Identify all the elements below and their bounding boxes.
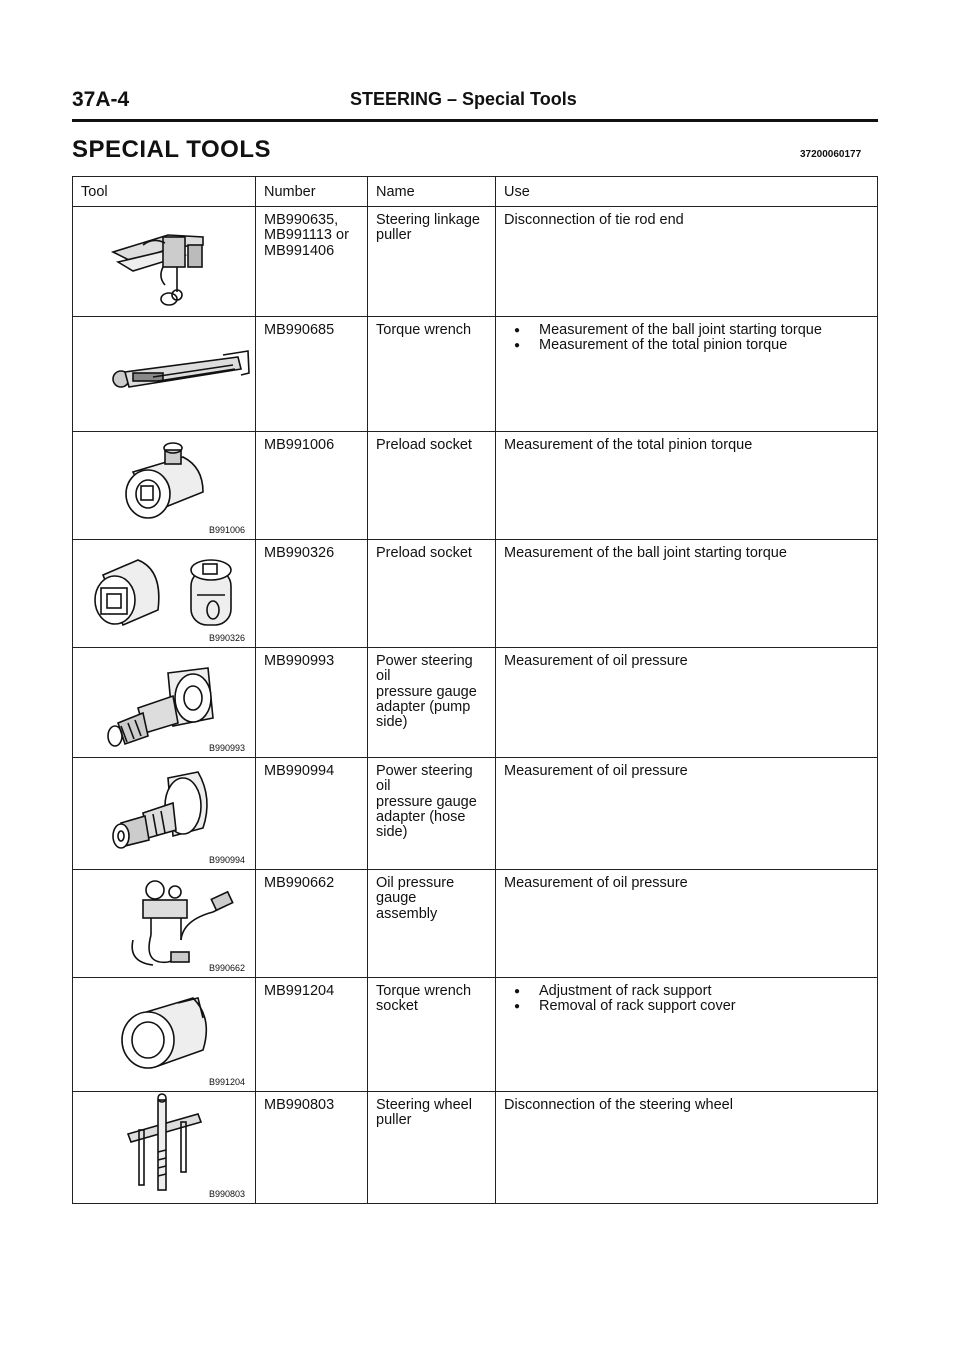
tool-number: MB991204 <box>256 978 368 1092</box>
tool-use <box>496 648 878 758</box>
pressure-adapter-hose-icon <box>73 758 255 869</box>
table-row <box>73 432 878 540</box>
tool-image-cell <box>73 648 256 758</box>
use-bullet-list <box>504 984 869 1014</box>
tool-number: MB990803 <box>256 1092 368 1204</box>
page-number: 37A-4 <box>72 88 130 111</box>
table-row <box>73 317 878 432</box>
header-rule <box>72 119 878 122</box>
use-text: Measurement of the total pinion torque <box>504 437 753 454</box>
use-bullet-item: ● Adjustment of rack support <box>504 984 869 999</box>
column-header-use: Use <box>496 177 878 207</box>
column-header-number: Number <box>256 177 368 207</box>
steering-linkage-puller-icon <box>73 207 255 316</box>
table-row <box>73 758 878 870</box>
tool-name: Steering wheel puller <box>368 1092 496 1204</box>
tool-name: Torque wrench socket <box>368 978 496 1092</box>
page-title: STEERING – Special Tools <box>350 89 577 109</box>
tool-image-cell <box>73 207 256 317</box>
tool-number: MB990993 <box>256 648 368 758</box>
use-text: Measurement of oil pressure <box>504 875 688 892</box>
tool-number: MB990662 <box>256 870 368 978</box>
use-bullet-item: ● Measurement of the total pinion torque <box>504 338 869 353</box>
tool-use <box>496 978 878 1092</box>
table-row <box>73 870 878 978</box>
preload-socket-pair-icon <box>73 540 255 647</box>
use-bullet-item: ● Measurement of the ball joint starting torque <box>504 323 869 338</box>
tool-code: B990326 <box>208 632 245 643</box>
tool-use <box>496 1092 878 1204</box>
use-bullet-item: ● Removal of rack support cover <box>504 999 869 1014</box>
table-row <box>73 978 878 1092</box>
tool-number: MB990326 <box>256 540 368 648</box>
pressure-adapter-pump-icon <box>73 648 255 757</box>
column-header-tool: Tool <box>73 177 256 207</box>
tool-name: Power steering oil pressure gauge adapter (pump side) <box>368 648 496 758</box>
tool-code: B990662 <box>208 962 245 973</box>
tool-image-cell <box>73 317 256 432</box>
tool-name: Preload socket <box>368 432 496 540</box>
tool-image-cell <box>73 758 256 870</box>
use-text: Measurement of oil pressure <box>504 763 688 780</box>
tool-code: B990803 <box>208 1188 245 1199</box>
column-header-name: Name <box>368 177 496 207</box>
table-row <box>73 1092 878 1204</box>
tool-use <box>496 207 878 317</box>
oil-pressure-gauge-icon <box>73 870 255 977</box>
tool-code: B991204 <box>208 1076 245 1087</box>
tool-number: MB990685 <box>256 317 368 432</box>
tool-number: MB990635, MB991113 or MB991406 <box>256 207 368 317</box>
section-title: SPECIAL TOOLS <box>72 136 271 163</box>
use-bullet-list <box>504 323 869 353</box>
tool-use <box>496 432 878 540</box>
tool-name: Oil pressure gauge assembly <box>368 870 496 978</box>
use-text: Disconnection of the steering wheel <box>504 1097 733 1114</box>
use-text: Measurement of the ball joint starting torque <box>504 545 787 562</box>
torque-wrench-socket-icon <box>73 978 255 1091</box>
tool-image-cell <box>73 432 256 540</box>
special-tools-table <box>72 176 878 1204</box>
tool-name: Preload socket <box>368 540 496 648</box>
torque-wrench-icon <box>73 317 255 431</box>
table-header-row <box>73 177 878 207</box>
steering-wheel-puller-icon <box>73 1092 255 1203</box>
tool-code: B991006 <box>208 524 245 535</box>
table-row <box>73 207 878 317</box>
table-row <box>73 540 878 648</box>
tool-number: MB990994 <box>256 758 368 870</box>
tool-use <box>496 317 878 432</box>
tool-image-cell <box>73 870 256 978</box>
tool-name: Power steering oil pressure gauge adapter (hose side) <box>368 758 496 870</box>
tool-image-cell <box>73 540 256 648</box>
tool-image-cell <box>73 978 256 1092</box>
tool-use <box>496 758 878 870</box>
preload-socket-icon <box>73 432 255 539</box>
tool-name: Steering linkage puller <box>368 207 496 317</box>
tool-number: MB991006 <box>256 432 368 540</box>
table-row <box>73 648 878 758</box>
tool-use <box>496 540 878 648</box>
tool-code: B990993 <box>208 742 245 753</box>
tool-code: B990994 <box>208 854 245 865</box>
tool-name: Torque wrench <box>368 317 496 432</box>
section-code: 37200060177 <box>800 149 862 160</box>
tool-image-cell <box>73 1092 256 1204</box>
page-header <box>72 88 878 120</box>
use-text: Disconnection of tie rod end <box>504 212 684 229</box>
use-text: Measurement of oil pressure <box>504 653 688 670</box>
tool-use <box>496 870 878 978</box>
